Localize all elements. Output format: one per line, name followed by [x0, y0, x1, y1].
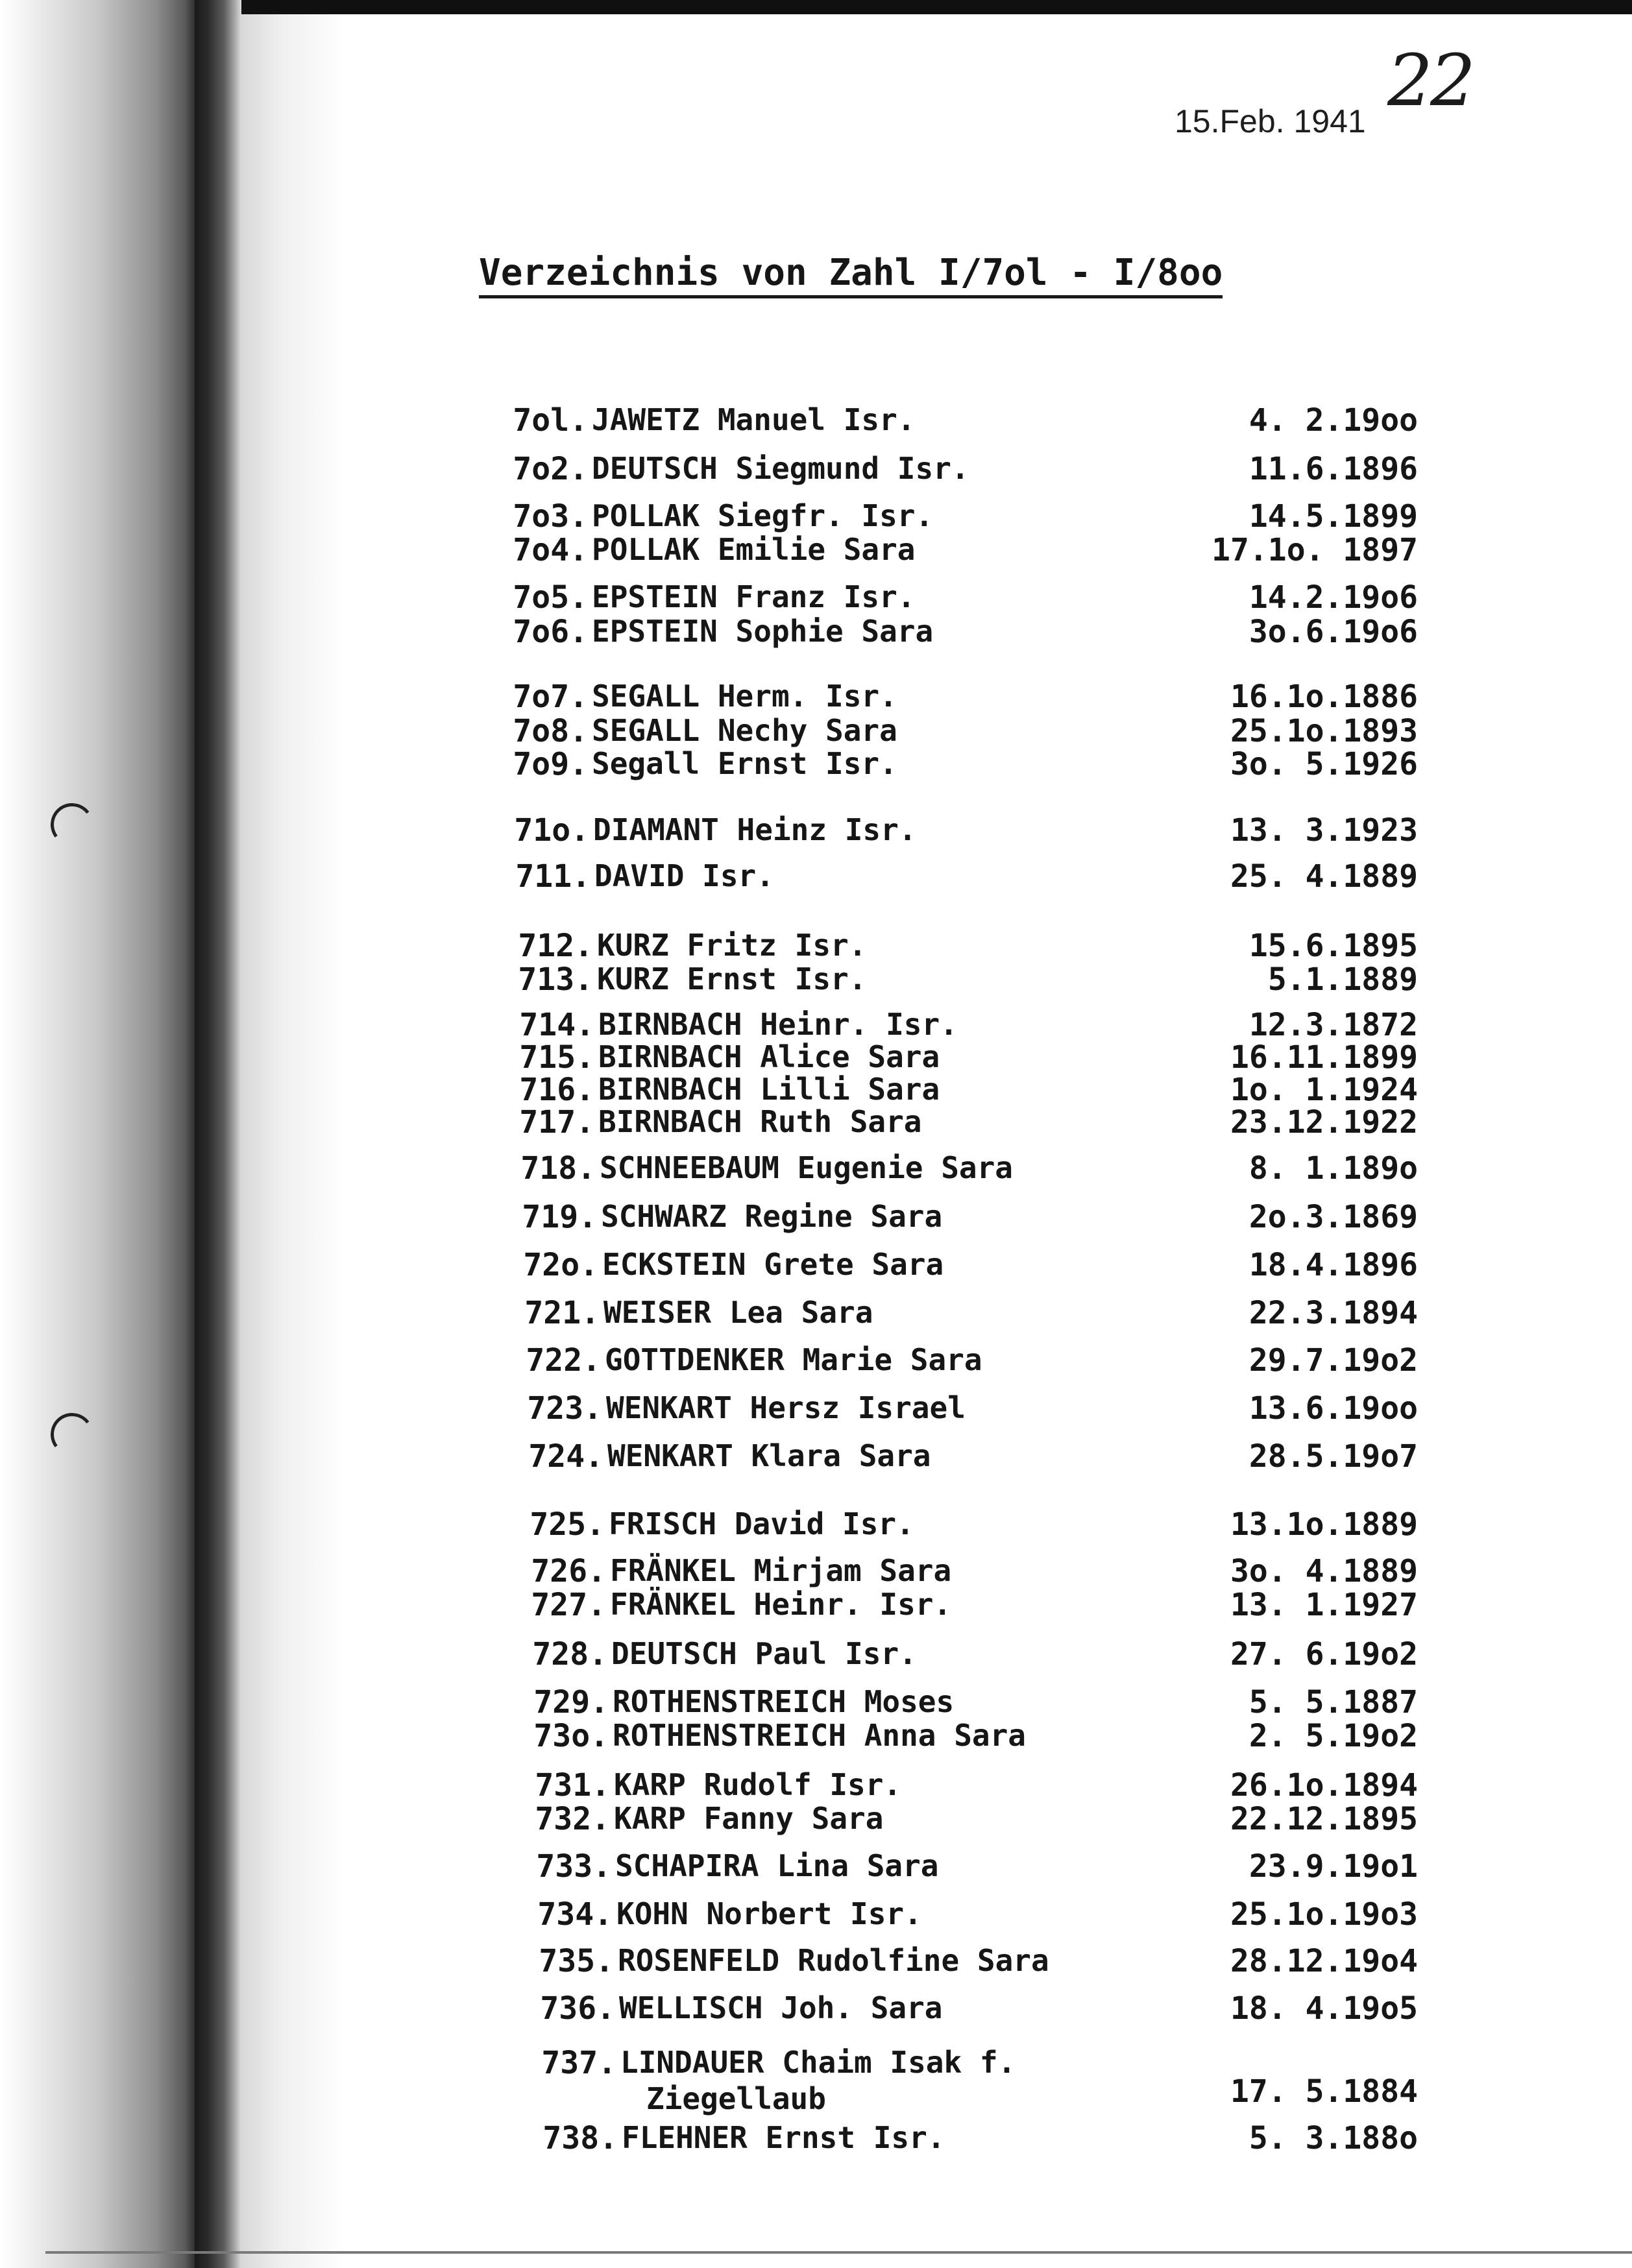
- entry-name: ROTHENSTREICH Anna Sara: [613, 1718, 1026, 1753]
- list-entry: [0, 1587, 1632, 1626]
- entry-number: 73o.: [533, 1718, 609, 1754]
- list-entry: [0, 679, 1632, 718]
- entry-name-continuation: Ziegellaub: [646, 2081, 826, 2116]
- list-entry: [0, 1247, 1632, 1286]
- entry-birth-date: 13.1o.1889: [1230, 1506, 1418, 1543]
- entry-number: 711.: [515, 858, 591, 895]
- list-entry: [0, 1150, 1632, 1189]
- list-entry: [0, 1718, 1632, 1757]
- list-entry: [0, 746, 1632, 785]
- entry-name: LINDAUER Chaim Isak f.: [620, 2045, 1016, 2080]
- entry-number: 731.: [535, 1767, 610, 1804]
- entry-name: SEGALL Nechy Sara: [592, 713, 897, 748]
- entry-name: WEISER Lea Sara: [603, 1295, 873, 1330]
- list-entry: [0, 1943, 1632, 1982]
- list-entry: [0, 1295, 1632, 1334]
- entry-number: 7ol.: [513, 402, 588, 439]
- entry-number: 72o.: [523, 1247, 598, 1283]
- entry-number: 736.: [540, 1990, 615, 2027]
- list-entry: [0, 1848, 1632, 1887]
- entry-number: 738.: [542, 2120, 618, 2156]
- entry-number: 732.: [535, 1801, 610, 1837]
- entry-birth-date: 25. 4.1889: [1230, 858, 1418, 895]
- list-entry: [0, 928, 1632, 967]
- entry-birth-date: 3o.6.19o6: [1248, 614, 1418, 650]
- entry-birth-date: 17.1o. 1897: [1212, 532, 1418, 568]
- entry-name: DEUTSCH Siegmund Isr.: [592, 451, 969, 486]
- entry-birth-date: 22.3.1894: [1248, 1295, 1418, 1331]
- entry-birth-date: 23.12.1922: [1230, 1104, 1418, 1140]
- entry-number: 721.: [524, 1295, 600, 1331]
- entry-birth-date: 4. 2.19oo: [1248, 402, 1418, 439]
- list-entry: [0, 1438, 1632, 1477]
- handwritten-page-number: 22: [1387, 39, 1473, 122]
- entry-name: Segall Ernst Isr.: [592, 746, 897, 781]
- entry-number: 7o5.: [513, 579, 588, 616]
- entry-number: 729.: [533, 1684, 609, 1720]
- entry-birth-date: 16.1o.1886: [1230, 679, 1418, 715]
- entry-number: 7o9.: [513, 746, 588, 782]
- page-title: Verzeichnis von Zahl I/7ol - I/8oo: [479, 252, 1223, 298]
- list-entry: [0, 1684, 1632, 1723]
- entry-birth-date: 13. 1.1927: [1230, 1587, 1418, 1623]
- entry-name: ROSENFELD Rudolfine Sara: [618, 1943, 1049, 1978]
- entry-number: 727.: [531, 1587, 606, 1623]
- entry-birth-date: 1o. 1.1924: [1230, 1072, 1418, 1108]
- entry-name: POLLAK Siegfr. Isr.: [592, 498, 934, 533]
- list-entry: [0, 1390, 1632, 1429]
- entry-name: ROTHENSTREICH Moses: [613, 1684, 955, 1719]
- entry-number: 733.: [536, 1848, 611, 1885]
- entry-name: KURZ Fritz Isr.: [597, 928, 867, 963]
- entry-name: SEGALL Herm. Isr.: [592, 679, 897, 714]
- entry-number: 719.: [522, 1199, 597, 1235]
- list-entry: [0, 1506, 1632, 1545]
- list-entry: [0, 1199, 1632, 1238]
- list-entry: [0, 1767, 1632, 1806]
- list-entry: [0, 579, 1632, 618]
- entry-birth-date: 12.3.1872: [1248, 1007, 1418, 1043]
- entry-birth-date: 15.6.1895: [1248, 928, 1418, 964]
- entry-number: 713.: [518, 961, 593, 998]
- list-entry: [0, 1990, 1632, 2029]
- entry-birth-date: 8. 1.189o: [1248, 1150, 1418, 1187]
- entry-number: 725.: [530, 1506, 605, 1543]
- entry-name: DIAMANT Heinz Isr.: [593, 812, 917, 847]
- entry-birth-date: 25.1o.19o3: [1230, 1896, 1418, 1933]
- entry-birth-date: 5. 5.1887: [1248, 1684, 1418, 1720]
- list-entry: [0, 1342, 1632, 1381]
- list-entry: [0, 961, 1632, 1000]
- entry-number: 714.: [519, 1007, 594, 1043]
- entry-number: 726.: [531, 1553, 606, 1589]
- entry-name: EPSTEIN Sophie Sara: [592, 614, 934, 649]
- entry-birth-date: 23.9.19o1: [1248, 1848, 1418, 1885]
- entry-name: JAWETZ Manuel Isr.: [592, 402, 916, 437]
- entry-name: EPSTEIN Franz Isr.: [592, 579, 916, 614]
- date-stamp: 15.Feb. 1941: [1175, 103, 1366, 139]
- entry-name: KARP Fanny Sara: [614, 1801, 884, 1836]
- entry-birth-date: 18. 4.19o5: [1230, 1990, 1418, 2027]
- entry-name: FRÄNKEL Mirjam Sara: [610, 1553, 952, 1588]
- entry-name: KURZ Ernst Isr.: [597, 961, 867, 996]
- entry-birth-date: 5. 3.188o: [1248, 2120, 1418, 2156]
- entry-name: FRÄNKEL Heinr. Isr.: [610, 1587, 952, 1622]
- entry-birth-date: 2o.3.1869: [1248, 1199, 1418, 1235]
- entry-number: 737.: [541, 2045, 616, 2081]
- list-entry: [0, 532, 1632, 571]
- entry-birth-date: 26.1o.1894: [1230, 1767, 1418, 1804]
- list-entry: [0, 614, 1632, 653]
- entry-birth-date: 29.7.19o2: [1248, 1342, 1418, 1379]
- entry-number: 7o2.: [513, 451, 588, 487]
- entry-birth-date: 28.12.19o4: [1230, 1943, 1418, 1979]
- list-entry: [0, 402, 1632, 441]
- entry-number: 724.: [528, 1438, 603, 1475]
- entry-name: KARP Rudolf Isr.: [614, 1767, 902, 1802]
- entry-number: 716.: [519, 1072, 594, 1108]
- list-entry: [0, 812, 1632, 851]
- entry-number: 7o3.: [513, 498, 588, 535]
- list-entry: [0, 858, 1632, 897]
- entry-birth-date: 11.6.1896: [1248, 451, 1418, 487]
- list-entry: [0, 2120, 1632, 2159]
- entry-birth-date: 18.4.1896: [1248, 1247, 1418, 1283]
- entry-name: FRISCH David Isr.: [609, 1506, 914, 1541]
- entry-name: WENKART Klara Sara: [607, 1438, 931, 1473]
- entry-name: BIRNBACH Ruth Sara: [598, 1104, 922, 1139]
- entry-name: GOTTDENKER Marie Sara: [605, 1342, 982, 1377]
- entry-birth-date: 13.6.19oo: [1248, 1390, 1418, 1427]
- entry-birth-date: 3o. 5.1926: [1230, 746, 1418, 782]
- entry-number: 734.: [537, 1896, 613, 1933]
- entry-name: KOHN Norbert Isr.: [616, 1896, 922, 1931]
- entry-name: WELLISCH Joh. Sara: [619, 1990, 943, 2025]
- entry-name: DAVID Isr.: [594, 858, 774, 893]
- entry-birth-date: 27. 6.19o2: [1230, 1636, 1418, 1672]
- entry-number: 715.: [519, 1039, 594, 1076]
- entry-birth-date: 25.1o.1893: [1230, 713, 1418, 749]
- entry-name: BIRNBACH Alice Sara: [598, 1039, 940, 1074]
- entry-birth-date: 3o. 4.1889: [1230, 1553, 1418, 1589]
- entry-name: SCHNEEBAUM Eugenie Sara: [600, 1150, 1013, 1185]
- entry-birth-date: 2. 5.19o2: [1248, 1718, 1418, 1754]
- entry-name: WENKART Hersz Israel: [606, 1390, 966, 1425]
- entry-birth-date: 14.5.1899: [1248, 498, 1418, 535]
- entry-birth-date: 22.12.1895: [1230, 1801, 1418, 1837]
- entry-number: 723.: [527, 1390, 602, 1427]
- entry-name: FLEHNER Ernst Isr.: [622, 2120, 945, 2155]
- entry-number: 7o6.: [513, 614, 588, 650]
- entry-birth-date: 14.2.19o6: [1248, 579, 1418, 616]
- list-entry: [0, 2045, 1632, 2116]
- entry-number: 71o.: [514, 812, 589, 849]
- entry-name: BIRNBACH Lilli Sara: [598, 1072, 940, 1107]
- list-entry: [0, 1801, 1632, 1840]
- entry-name: BIRNBACH Heinr. Isr.: [598, 1007, 958, 1042]
- list-entry: [0, 451, 1632, 490]
- entry-number: 728.: [532, 1636, 607, 1672]
- entry-birth-date: 17. 5.1884: [1230, 2073, 1418, 2110]
- entry-number: 712.: [518, 928, 593, 964]
- entry-number: 735.: [539, 1943, 614, 1979]
- entry-number: 717.: [519, 1104, 594, 1140]
- list-entry: [0, 1553, 1632, 1592]
- list-entry: [0, 1636, 1632, 1675]
- entry-birth-date: 5.1.1889: [1267, 961, 1418, 998]
- entry-number: 7o8.: [513, 713, 588, 749]
- entry-birth-date: 28.5.19o7: [1248, 1438, 1418, 1475]
- entry-name: SCHWARZ Regine Sara: [601, 1199, 943, 1234]
- entry-name: POLLAK Emilie Sara: [592, 532, 916, 567]
- list-entry: [0, 1896, 1632, 1935]
- list-entry: [0, 1104, 1632, 1143]
- entry-birth-date: 16.11.1899: [1230, 1039, 1418, 1076]
- entry-number: 7o7.: [513, 679, 588, 715]
- entry-name: DEUTSCH Paul Isr.: [611, 1636, 917, 1671]
- entry-number: 718.: [520, 1150, 596, 1187]
- entry-number: 7o4.: [513, 532, 588, 568]
- entry-name: ECKSTEIN Grete Sara: [602, 1247, 944, 1282]
- entry-name: SCHAPIRA Lina Sara: [615, 1848, 939, 1883]
- entry-birth-date: 13. 3.1923: [1230, 812, 1418, 849]
- entry-number: 722.: [526, 1342, 601, 1379]
- list-entry: [0, 498, 1632, 537]
